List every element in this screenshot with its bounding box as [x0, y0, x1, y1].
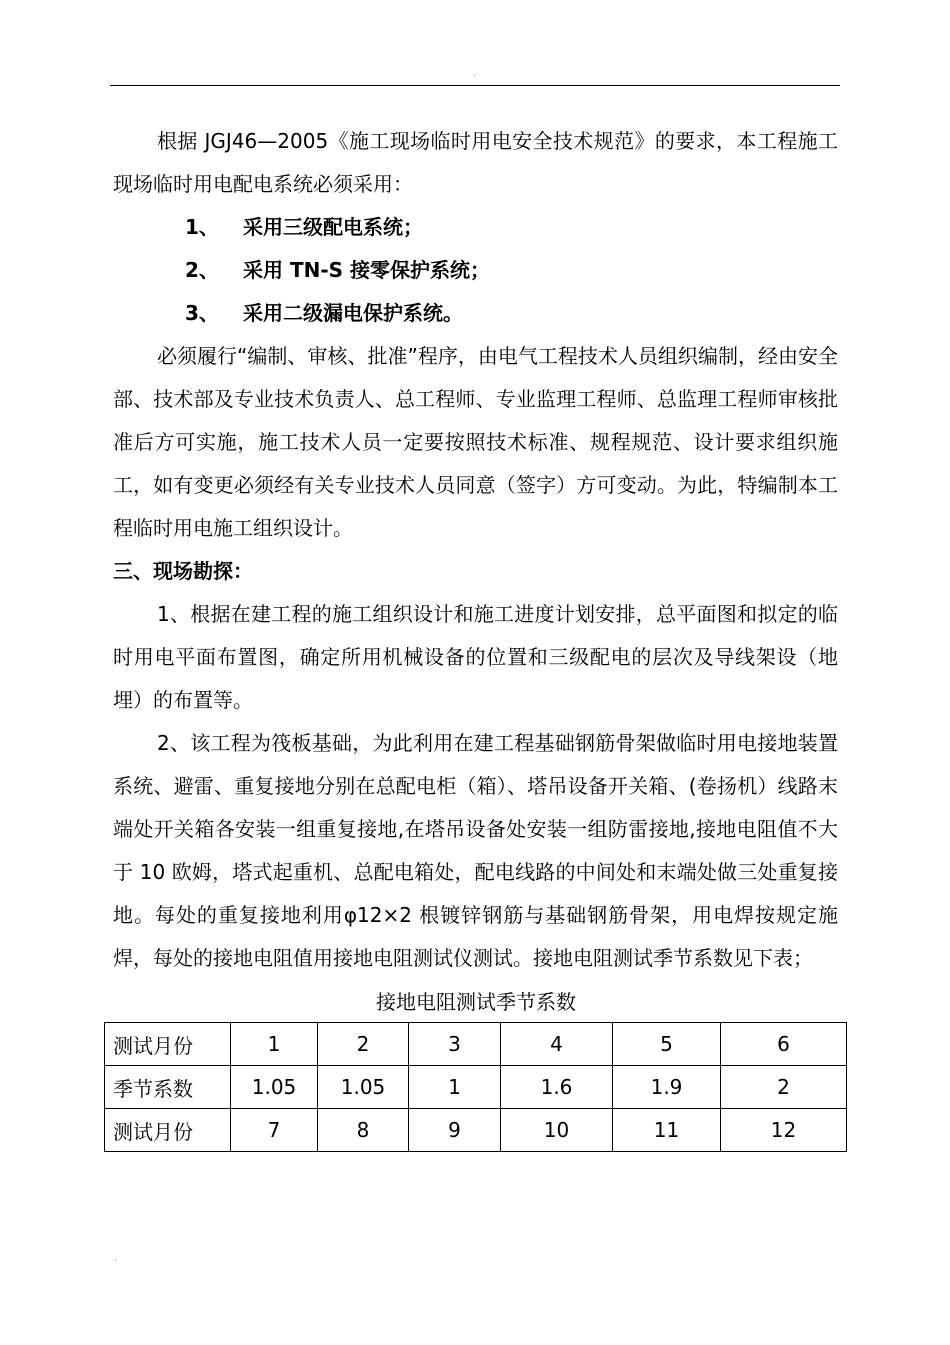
list-item-number: 3、: [185, 301, 219, 325]
table-cell: 9: [409, 1109, 501, 1152]
list-item: [113, 206, 838, 249]
table-cell: 4: [501, 1023, 613, 1066]
document-body: [113, 120, 838, 1152]
table-row: [105, 1109, 847, 1152]
footer-mark: .: [114, 1254, 117, 1263]
table-cell: 2: [318, 1023, 409, 1066]
survey-paragraph-2: 2、该工程为筏板基础，为此利用在建工程基础钢筋骨架做临时用电接地装置系统、避雷、重复接地分别在总配电柜（箱）、塔吊设备开关箱、(卷扬机）线路末端处开关箱各安装一组重复接地,在塔吊设备处安装一组防雷接地,接地电阻值不大于 10 欧姆，塔式起重机、总配电箱处，配电线路的中间处和末端处做三处重复接地。每处的重复接地利用φ12×2 根镀锌钢筋与基础钢筋骨架，用电焊按规定施焊，每处的接地电阻值用接地电阻测试仪测试。接地电阻测试季节系数见下表；: [113, 731, 838, 970]
table-cell: 3: [409, 1023, 501, 1066]
approval-paragraph: 必须履行“编制、审核、批准”程序，由电气工程技术人员组织编制，经由安全部、技术部及专业技术负责人、总工程师、专业监理工程师、总监理工程师审核批准后方可实施，施工技术人员一定要按照技术标准、规程规范、设计要求组织施工，如有变更必须经有关专业技术人员同意（签字）方可变动。为此，特编制本工程临时用电施工组织设计。: [113, 344, 838, 540]
row-label: 测试月份: [105, 1109, 231, 1152]
table-cell: 11: [613, 1109, 721, 1152]
table-cell: 10: [501, 1109, 613, 1152]
table-cell: 12: [721, 1109, 847, 1152]
table-row: [105, 1066, 847, 1109]
table-caption: 接地电阻测试季节系数: [376, 990, 576, 1014]
list-item: [113, 292, 838, 335]
table-cell: 1.6: [501, 1066, 613, 1109]
list-item: [113, 249, 838, 292]
list-item-text: 采用三级配电系统；: [243, 215, 423, 239]
row-label: 测试月份: [105, 1023, 231, 1066]
survey-paragraph-1: 1、根据在建工程的施工组织设计和施工进度计划安排，总平面图和拟定的临时用电平面布置图，确定所用机械设备的位置和三级配电的层次及导线架设（地埋）的布置等。: [113, 602, 838, 712]
table-row: [105, 1023, 847, 1066]
table-cell: 1.05: [231, 1066, 318, 1109]
table-cell: 1: [409, 1066, 501, 1109]
table-cell: 6: [721, 1023, 847, 1066]
table-cell: 1: [231, 1023, 318, 1066]
intro-paragraph: 根据 JGJ46—2005《施工现场临时用电安全技术规范》的要求，本工程施工现场临时用电配电系统必须采用：: [113, 129, 838, 196]
row-label: 季节系数: [105, 1066, 231, 1109]
table-cell: 8: [318, 1109, 409, 1152]
list-item-text: 采用二级漏电保护系统。: [243, 301, 463, 325]
table-cell: 2: [721, 1066, 847, 1109]
table-cell: 1.05: [318, 1066, 409, 1109]
list-item-text: 采用 TN-S 接零保护系统；: [243, 258, 491, 282]
header-mark: .: [473, 69, 476, 78]
table-cell: 1.9: [613, 1066, 721, 1109]
seasonal-coefficient-table: [104, 1022, 847, 1152]
list-item-number: 1、: [185, 215, 219, 239]
list-item-number: 2、: [185, 258, 219, 282]
header-rule: [110, 85, 840, 86]
table-cell: 7: [231, 1109, 318, 1152]
section-heading: 三、现场勘探：: [113, 559, 253, 583]
table-cell: 5: [613, 1023, 721, 1066]
